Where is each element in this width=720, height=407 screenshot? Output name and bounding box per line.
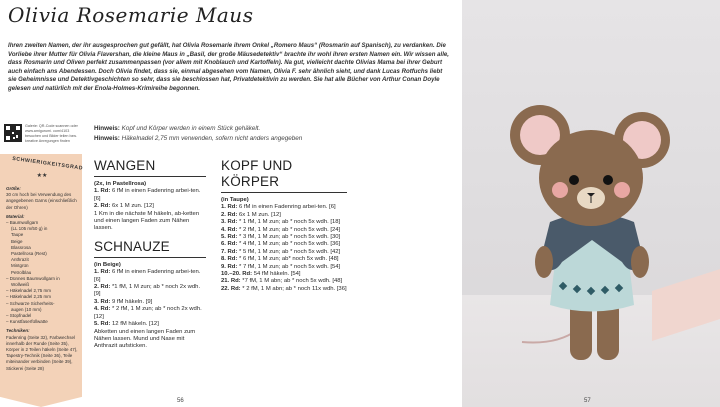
size-text: 30 cm hoch bei Verwendung des angegebenen Garns (einschließlich der Ohren) [6, 192, 77, 210]
material-list [6, 220, 78, 325]
kopf-line: 6. Rd: * 4 fM, 1 M zun; ab * noch 5x wdh. [36] [221, 241, 341, 248]
page-number-left: 56 [177, 398, 184, 404]
hinweis-line: Hinweis: Häkelnadel 2,75 mm verwenden, sofern nicht anders angegeben [94, 135, 303, 142]
wangen-sub: (2x, in Pastellrosa) [94, 181, 147, 187]
kopf-line: 21. Rd: *7 fM, 1 M abn; ab * noch 5x wdh. [48] [221, 278, 343, 285]
kopf-line: 5. Rd: * 3 fM, 1 M zun; ab * noch 5x wdh. [30] [221, 234, 341, 241]
sidebar-body [6, 186, 78, 372]
material-item: – Stopfnadel [6, 313, 32, 319]
schnauze-sub: (in Beige) [94, 261, 121, 268]
material-item: Taupe [11, 232, 24, 238]
wangen-line: 1 Km in die nächste M häkeln, ab-ketten und einen langen Faden zum Nähen lassen. [94, 210, 200, 232]
schnauze-line: 1. Rd: 6 fM in einen Fadenring arbei-ten. [6] [94, 269, 201, 283]
difficulty-title: SCHWIERIGKEITSGRAD [11, 155, 84, 172]
column-kopf-koerper [221, 158, 347, 293]
kopf-sub: (in Taupe) [221, 197, 249, 203]
material-item: (LL 105 m/50 g) in [11, 226, 48, 232]
schnauze-line: Abketten und einen langen Faden zum Nähen lassen. Mund und Nase mit Anthrazit aufsticken. [94, 328, 196, 350]
wangen-heading: WANGEN [94, 158, 156, 173]
difficulty-stars: ★★ [36, 173, 48, 179]
material-label: Material: [6, 213, 25, 219]
mouse-photo [462, 0, 720, 407]
amigurumi-mouse-illustration [462, 0, 720, 407]
qr-description: Galerie: QR-Code scannen oder www.amigurumi. com/4103 besuchen und Bilder teilen bzw. kreative Anregungen finden [25, 124, 78, 143]
kopf-line: 9. Rd: * 7 fM, 1 M zun; ab * noch 5x wdh. [54] [221, 263, 341, 270]
material-item: Wollweiß [11, 282, 30, 288]
schnauze-heading: SCHNAUZE [94, 238, 170, 254]
material-item: – Dünnes Baumwollgarn in [6, 275, 60, 281]
kopf-line: 8. Rd: * 6 fM, 1 M zun; ab* noch 5x wdh. [48] [221, 256, 339, 263]
kopf-line: 7. Rd: * 5 fM, 1 M zun; ab * noch 5x wdh. [42] [221, 248, 341, 255]
kopf-line: 10.–20. Rd: 54 fM häkeln. [54] [221, 271, 301, 278]
material-item: Blassrosa [11, 244, 31, 250]
material-item: augen (10 mm) [11, 306, 42, 312]
material-item: Beige [11, 238, 23, 244]
material-item: – Kunstfaserfüllwatte [6, 319, 48, 325]
kopf-line: 4. Rd: * 2 fM, 1 M zun; ab * noch 5x wdh. [24] [221, 226, 341, 233]
material-item: Anthrazit [11, 257, 29, 263]
material-item: Petrolblau [11, 269, 32, 275]
material-item: – Häkelnadel 2,25 mm [6, 294, 52, 300]
wangen-line: 2. Rd: 6x 1 M zun. [12] [94, 203, 154, 210]
schnauze-line: 3. Rd: 9 fM häkeln. [9] [94, 298, 153, 305]
schnauze-line: 2. Rd: *1 fM, 1 M zun; ab * noch 2x wdh. [9] [94, 284, 201, 298]
kopf-line: 2. Rd: 6x 1 M zun. [12] [221, 211, 281, 218]
kopf-line: 1. Rd: 6 fM in einen Fadenring arbei-ten. [6] [221, 204, 336, 211]
schnauze-line: 4. Rd: * 2 fM, 1 M zun; ab * noch 2x wdh. [12] [94, 306, 202, 320]
material-item: – Häkelnadel 2,75 mm [6, 288, 52, 294]
kopf-line: 22. Rd: * 2 fM, 1 M abn; ab * noch 11x wdh. [36] [221, 285, 347, 292]
column-wangen-schnauze [94, 158, 206, 351]
material-item: Pastellrosa (Rest) [11, 251, 47, 257]
hinweis-line: Hinweis: Kopf und Körper werden in einem Stück gehäkelt. [94, 125, 261, 132]
kopf-line: 3. Rd: * 1 fM, 1 M zun; ab * noch 5x wdh. [18] [221, 219, 341, 226]
wangen-instructions [94, 188, 206, 232]
page-title: Olivia Rosemarie Maus [8, 3, 254, 27]
size-label: Größe: [6, 186, 21, 191]
kopf-heading: KOPF UND KÖRPER [221, 158, 293, 189]
page-number-right: 57 [584, 398, 591, 404]
tech-text: Fadenring (Seite 32), Farbwechsel innerhalb der Runde (Seite 35), Körper in 2 Teilen häkeln (Seite 47), Tapestry-Technik (Seite 36), Teile miteinander verbinden (Seite 39), Stickerei (Seite 28) [6, 334, 78, 371]
tech-label: Techniken: [6, 328, 30, 334]
schnauze-instructions [94, 269, 206, 350]
intro-paragraph: Ihren zweiten Namen, der ihr ausgesprochen gut gefällt, hat Olivia Rosemarie ihrem Onkel „Romero Maus“ (Rosmarin auf Spanisch), zu verdanken. Die Vorliebe ihrer Mutter für Olivia Flavershan, die kleine Maus in „Basil, der große Mäusedetektiv“ brachte ihr wohl ihren ersten Namen ein. Wir wissen alle, dass Rosmarin und Oliven perfekt zusammenpassen (vor allem mit Knoblauch und Kartoffeln). Na gut, vielleicht dachte Olivias Mama bei ihrer Geburt auch einfach ans Abendessen. Doch Olivia findet, dass sie, einmal abgesehen vom Namen, Olivia F. sehr ähnlich sieht, und dank Lucas Rotfuchs liebt sie Geheimnisse und Detektivgeschichten so sehr, dass sie beschlossen hat, Privatdetektivin zu werden. Sie hat alle Bücher von Arthur Conan Doyle gelesen und natürlich mit der Enola-Holmes-Krimireihe begonnen. [8, 42, 449, 92]
right-page [462, 0, 720, 407]
qr-code-icon[interactable] [4, 124, 22, 142]
schnauze-line: 5. Rd: 12 fM häkeln. [12] [94, 321, 159, 328]
material-item: Mintgrün [11, 263, 29, 269]
wangen-line: 1. Rd: 6 fM in einen Fadenring arbei-ten. [6] [94, 188, 201, 202]
material-item: – Baumwollgarn [6, 220, 39, 226]
kopf-instructions [221, 204, 347, 293]
material-item: – Schwarze Sicherheits- [6, 300, 55, 306]
hinweis-block [94, 124, 454, 144]
